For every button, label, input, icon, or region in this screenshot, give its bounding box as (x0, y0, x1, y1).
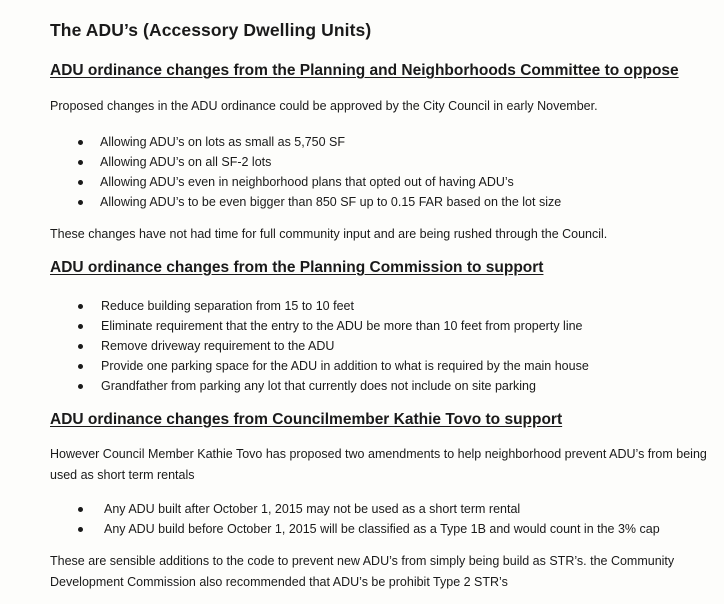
list-item (75, 132, 561, 152)
bullet-icon (78, 160, 83, 165)
list-item-text: Allowing ADU’s on all SF-2 lots (100, 155, 272, 169)
section1-heading: ADU ordinance changes from the Planning and Neighborhoods Committee to oppose (50, 62, 679, 79)
list-item (78, 519, 660, 539)
list-item-text: Grandfather from parking any lot that currently does not include on site parking (101, 379, 536, 393)
list-item-text: Any ADU build before October 1, 2015 will be classified as a Type 1B and would count in the 3% cap (104, 522, 660, 536)
list-item (75, 192, 561, 212)
list-item (75, 336, 589, 356)
list-item (75, 152, 561, 172)
list-item-text: Provide one parking space for the ADU in addition to what is required by the main house (101, 359, 589, 373)
section3-intro: However Council Member Kathie Tovo has proposed two amendments to help neighborhood prevent ADU’s from being used as short term rentals (50, 447, 707, 482)
list-item-text: Remove driveway requirement to the ADU (101, 339, 335, 353)
section3-heading: ADU ordinance changes from Councilmember Kathie Tovo to support (50, 411, 563, 428)
section3-bullet-list (78, 499, 660, 539)
list-item-text: Allowing ADU’s to be even bigger than 850 SF up to 0.15 FAR based on the lot size (100, 195, 562, 209)
list-item (75, 316, 589, 336)
bullet-icon (78, 200, 83, 205)
bullet-icon (78, 324, 83, 329)
bullet-icon (78, 344, 83, 349)
bullet-icon (78, 527, 83, 532)
section2-bullet-list (75, 296, 589, 396)
bullet-icon (78, 507, 83, 512)
list-item-text: Eliminate requirement that the entry to the ADU be more than 10 feet from property line (101, 319, 583, 333)
section3-closing: These are sensible additions to the code to prevent new ADU’s from simply being build as STR’s. the Community Development Commission also recommended that ADU’s be prohibit Type 2 STR’s (50, 554, 675, 589)
list-item-text: Allowing ADU’s on lots as small as 5,750 SF (100, 135, 346, 149)
list-item-text: Any ADU built after October 1, 2015 may not be used as a short term rental (104, 502, 521, 516)
list-item (75, 356, 589, 376)
section2-heading: ADU ordinance changes from the Planning Commission to support (50, 259, 544, 276)
bullet-icon (78, 304, 83, 309)
bullet-icon (78, 140, 83, 145)
list-item (75, 376, 589, 396)
list-item (75, 296, 589, 316)
list-item (75, 172, 561, 192)
list-item (78, 499, 660, 519)
bullet-icon (78, 364, 83, 369)
list-item-text: Reduce building separation from 15 to 10 feet (101, 299, 354, 313)
section1-closing: These changes have not had time for full community input and are being rushed through the Council. (50, 227, 608, 241)
list-item-text: Allowing ADU’s even in neighborhood plans that opted out of having ADU’s (100, 175, 514, 189)
section1-intro: Proposed changes in the ADU ordinance could be approved by the City Council in early November. (50, 99, 598, 113)
bullet-icon (78, 180, 83, 185)
section1-bullet-list (75, 132, 561, 212)
page-title: The ADU’s (Accessory Dwelling Units) (50, 20, 372, 40)
bullet-icon (78, 384, 83, 389)
